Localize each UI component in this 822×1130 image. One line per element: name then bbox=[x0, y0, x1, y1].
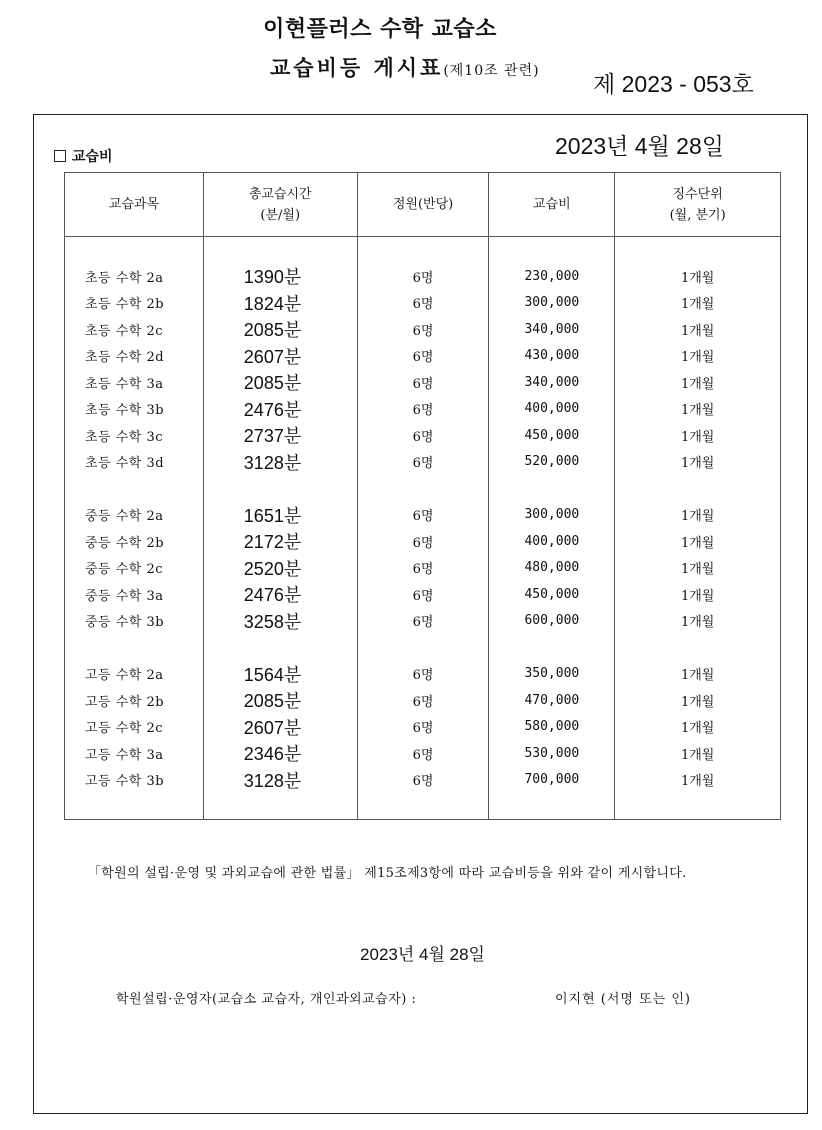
table-row bbox=[65, 316, 781, 343]
spacer-cell bbox=[489, 475, 615, 502]
table-row bbox=[65, 740, 781, 767]
cell-fee: 300,000 bbox=[489, 290, 615, 317]
cell-fee: 340,000 bbox=[489, 316, 615, 343]
cell-unit: 1개월 bbox=[615, 396, 781, 423]
table-row bbox=[65, 555, 781, 582]
cell-minutes: 3128분 bbox=[203, 449, 357, 476]
spacer-row bbox=[65, 475, 781, 502]
cell-subject: 초등 수학 2b bbox=[65, 290, 204, 317]
cell-capacity: 6명 bbox=[357, 422, 489, 449]
cell-fee: 470,000 bbox=[489, 687, 615, 714]
header-fee: 교습비 bbox=[489, 173, 615, 237]
cell-fee: 520,000 bbox=[489, 449, 615, 476]
spacer-row bbox=[65, 237, 781, 264]
cell-unit: 1개월 bbox=[615, 263, 781, 290]
spacer-cell bbox=[615, 475, 781, 502]
doc-title bbox=[270, 52, 540, 82]
header-billing-unit: 징수단위 (월, 분기) bbox=[615, 173, 781, 237]
spacer-cell bbox=[615, 634, 781, 661]
cell-fee: 530,000 bbox=[489, 740, 615, 767]
spacer-cell bbox=[65, 475, 204, 502]
cell-subject: 고등 수학 3b bbox=[65, 767, 204, 794]
cell-minutes: 2476분 bbox=[203, 581, 357, 608]
spacer-cell bbox=[615, 793, 781, 820]
cell-minutes: 2085분 bbox=[203, 687, 357, 714]
fee-table-body bbox=[65, 237, 781, 820]
cell-unit: 1개월 bbox=[615, 422, 781, 449]
checkbox-icon bbox=[54, 150, 66, 162]
cell-capacity: 6명 bbox=[357, 502, 489, 529]
cell-unit: 1개월 bbox=[615, 502, 781, 529]
table-row bbox=[65, 502, 781, 529]
cell-capacity: 6명 bbox=[357, 740, 489, 767]
cell-unit: 1개월 bbox=[615, 343, 781, 370]
cell-capacity: 6명 bbox=[357, 661, 489, 688]
table-row bbox=[65, 608, 781, 635]
spacer-cell bbox=[65, 634, 204, 661]
cell-subject: 중등 수학 2a bbox=[65, 502, 204, 529]
cell-minutes: 2085분 bbox=[203, 369, 357, 396]
table-row bbox=[65, 661, 781, 688]
cell-minutes: 3128분 bbox=[203, 767, 357, 794]
cell-fee: 600,000 bbox=[489, 608, 615, 635]
header-subject: 교습과목 bbox=[65, 173, 204, 237]
cell-capacity: 6명 bbox=[357, 263, 489, 290]
cell-minutes: 2607분 bbox=[203, 343, 357, 370]
header-capacity: 정원(반당) bbox=[357, 173, 489, 237]
table-row bbox=[65, 687, 781, 714]
spacer-cell bbox=[203, 237, 357, 264]
doc-number: 제 2023 - 053호 bbox=[593, 71, 754, 97]
cell-unit: 1개월 bbox=[615, 316, 781, 343]
cell-capacity: 6명 bbox=[357, 714, 489, 741]
cell-fee: 450,000 bbox=[489, 422, 615, 449]
spacer-cell bbox=[357, 634, 489, 661]
spacer-cell bbox=[357, 793, 489, 820]
cell-capacity: 6명 bbox=[357, 290, 489, 317]
table-row bbox=[65, 581, 781, 608]
cell-minutes: 1824분 bbox=[203, 290, 357, 317]
cell-minutes: 2520분 bbox=[203, 555, 357, 582]
cell-capacity: 6명 bbox=[357, 581, 489, 608]
cell-capacity: 6명 bbox=[357, 316, 489, 343]
cell-fee: 230,000 bbox=[489, 263, 615, 290]
cell-capacity: 6명 bbox=[357, 396, 489, 423]
table-header-row bbox=[65, 173, 781, 237]
cell-minutes: 2172분 bbox=[203, 528, 357, 555]
cell-subject: 고등 수학 2c bbox=[65, 714, 204, 741]
cell-minutes: 2346분 bbox=[203, 740, 357, 767]
cell-minutes: 1564분 bbox=[203, 661, 357, 688]
cell-unit: 1개월 bbox=[615, 290, 781, 317]
cell-unit: 1개월 bbox=[615, 714, 781, 741]
cell-fee: 700,000 bbox=[489, 767, 615, 794]
cell-minutes: 2476분 bbox=[203, 396, 357, 423]
cell-minutes: 1390분 bbox=[203, 263, 357, 290]
cell-fee: 430,000 bbox=[489, 343, 615, 370]
spacer-cell bbox=[357, 237, 489, 264]
cell-subject: 중등 수학 2b bbox=[65, 528, 204, 555]
table-row bbox=[65, 449, 781, 476]
cell-capacity: 6명 bbox=[357, 449, 489, 476]
cell-capacity: 6명 bbox=[357, 687, 489, 714]
cell-fee: 480,000 bbox=[489, 555, 615, 582]
section-label-text: 교습비 bbox=[72, 149, 113, 165]
cell-fee: 300,000 bbox=[489, 502, 615, 529]
operator-label: 학원설립·운영자(교습소 교습자, 개인과외교습자) : bbox=[116, 992, 417, 1007]
cell-capacity: 6명 bbox=[357, 528, 489, 555]
cell-minutes: 2607분 bbox=[203, 714, 357, 741]
law-notice: 「학원의 설립·운영 및 과외교습에 관한 법률」 제15조제3항에 따라 교습비등을 위와 같이 게시합니다. bbox=[88, 866, 687, 881]
cell-minutes: 2737분 bbox=[203, 422, 357, 449]
spacer-cell bbox=[203, 634, 357, 661]
spacer-cell bbox=[489, 237, 615, 264]
spacer-cell bbox=[203, 793, 357, 820]
cell-capacity: 6명 bbox=[357, 767, 489, 794]
cell-fee: 400,000 bbox=[489, 528, 615, 555]
table-row bbox=[65, 714, 781, 741]
cell-subject: 고등 수학 2a bbox=[65, 661, 204, 688]
doc-title-main: 교습비등 게시표 bbox=[270, 55, 444, 80]
footer-date: 2023년 4월 28일 bbox=[360, 945, 485, 964]
org-title: 이현플러스 수학 교습소 bbox=[263, 17, 497, 42]
cell-subject: 중등 수학 3b bbox=[65, 608, 204, 635]
cell-subject: 초등 수학 3d bbox=[65, 449, 204, 476]
cell-fee: 450,000 bbox=[489, 581, 615, 608]
spacer-row bbox=[65, 793, 781, 820]
table-row bbox=[65, 767, 781, 794]
table-row bbox=[65, 369, 781, 396]
table-row bbox=[65, 343, 781, 370]
cell-minutes: 2085분 bbox=[203, 316, 357, 343]
spacer-cell bbox=[357, 475, 489, 502]
cell-unit: 1개월 bbox=[615, 369, 781, 396]
header-total-minutes: 총교습시간 (분/월) bbox=[203, 173, 357, 237]
cell-minutes: 3258분 bbox=[203, 608, 357, 635]
spacer-cell bbox=[65, 793, 204, 820]
spacer-cell bbox=[203, 475, 357, 502]
spacer-cell bbox=[65, 237, 204, 264]
cell-capacity: 6명 bbox=[357, 369, 489, 396]
cell-fee: 400,000 bbox=[489, 396, 615, 423]
section-label bbox=[54, 146, 113, 166]
cell-minutes: 1651분 bbox=[203, 502, 357, 529]
section-date: 2023년 4월 28일 bbox=[555, 133, 724, 159]
cell-fee: 350,000 bbox=[489, 661, 615, 688]
cell-subject: 초등 수학 3b bbox=[65, 396, 204, 423]
operator-name: 이지현 (서명 또는 인) bbox=[555, 992, 692, 1007]
cell-subject: 초등 수학 3a bbox=[65, 369, 204, 396]
cell-subject: 고등 수학 3a bbox=[65, 740, 204, 767]
table-row bbox=[65, 396, 781, 423]
cell-subject: 고등 수학 2b bbox=[65, 687, 204, 714]
cell-capacity: 6명 bbox=[357, 555, 489, 582]
fee-table bbox=[64, 172, 781, 820]
table-row bbox=[65, 263, 781, 290]
cell-unit: 1개월 bbox=[615, 555, 781, 582]
cell-unit: 1개월 bbox=[615, 581, 781, 608]
cell-unit: 1개월 bbox=[615, 661, 781, 688]
cell-capacity: 6명 bbox=[357, 343, 489, 370]
table-row bbox=[65, 290, 781, 317]
cell-subject: 중등 수학 2c bbox=[65, 555, 204, 582]
cell-capacity: 6명 bbox=[357, 608, 489, 635]
cell-unit: 1개월 bbox=[615, 687, 781, 714]
spacer-cell bbox=[489, 634, 615, 661]
cell-unit: 1개월 bbox=[615, 767, 781, 794]
table-row bbox=[65, 422, 781, 449]
spacer-row bbox=[65, 634, 781, 661]
cell-fee: 340,000 bbox=[489, 369, 615, 396]
cell-subject: 초등 수학 2c bbox=[65, 316, 204, 343]
cell-subject: 초등 수학 2d bbox=[65, 343, 204, 370]
spacer-cell bbox=[615, 237, 781, 264]
table-row bbox=[65, 528, 781, 555]
spacer-cell bbox=[489, 793, 615, 820]
cell-unit: 1개월 bbox=[615, 608, 781, 635]
cell-fee: 580,000 bbox=[489, 714, 615, 741]
cell-unit: 1개월 bbox=[615, 449, 781, 476]
cell-unit: 1개월 bbox=[615, 528, 781, 555]
cell-subject: 초등 수학 2a bbox=[65, 263, 204, 290]
cell-unit: 1개월 bbox=[615, 740, 781, 767]
cell-subject: 중등 수학 3a bbox=[65, 581, 204, 608]
doc-title-sub: (제10조 관련) bbox=[443, 63, 540, 79]
cell-subject: 초등 수학 3c bbox=[65, 422, 204, 449]
